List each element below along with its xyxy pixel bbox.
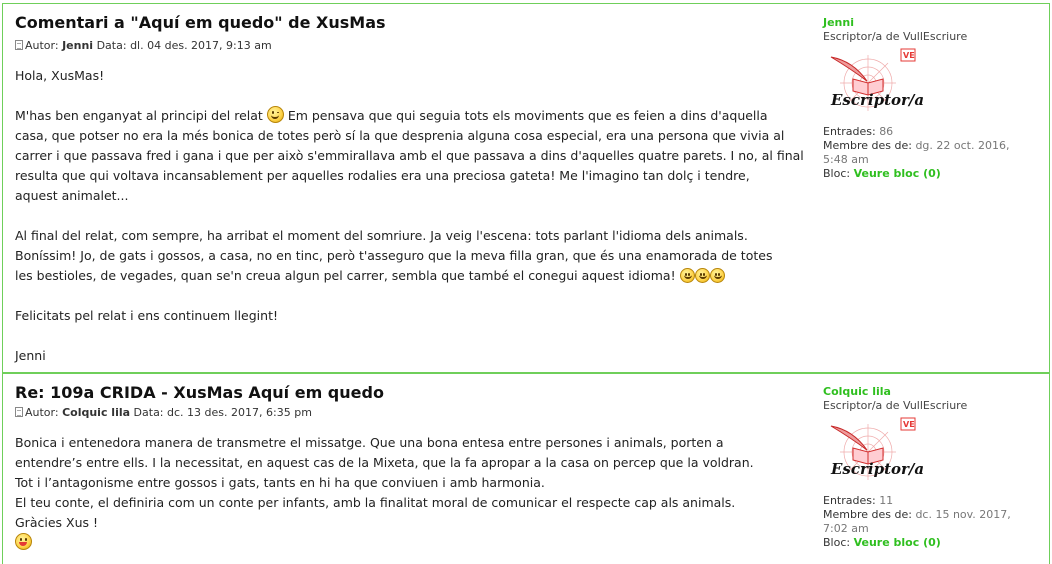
rank-image-text: Escriptor/a [831,91,925,109]
profile-username[interactable]: Colquic lila [823,385,891,398]
profile-member-since-time: 5:48 am [823,153,869,166]
post-document-icon[interactable] [15,40,23,50]
post-2 [2,373,1050,564]
post-meta [15,39,272,52]
author-profile [823,16,1048,181]
date-label: Data: [133,406,164,419]
paragraph-line: casa, que potser no era la més bonica de totes però sí la que desprenia alguna cosa especial, era una persona que vivia al [15,128,785,143]
profile-member-since: Membre des de: dc. 15 nov. 2017, [823,508,1011,521]
rank-image [823,416,923,488]
grin-smiley-icon [710,268,725,283]
paragraph-line: Al final del relat, com sempre, ha arribat el moment del somriure. Ja veig l'escena: tots parlant l'idioma dels animals. [15,228,748,243]
author-label: Autor: [25,39,59,52]
paragraph-line: aquest animalet... [15,188,129,203]
post-document-icon[interactable] [15,407,23,417]
post-title[interactable]: Comentari a "Aquí em quedo" de XusMas [15,13,386,32]
view-block-link[interactable]: Veure bloc (0) [853,536,941,549]
paragraph-line: Tot i l’antagonisme entre gossos i gats, tants en hi ha que conviuen i amb harmonia. [15,475,545,490]
paragraph-greeting: Hola, XusMas! [15,68,105,83]
rank-image-text: Escriptor/a [831,460,925,478]
profile-block: Bloc: Veure bloc (0) [823,536,941,549]
paragraph-line: Felicitats pel relat i ens continuem llegint! [15,308,278,323]
author-label: Autor: [25,406,59,419]
paragraph-line: carrer i que passava fred i gana i que per això s'emmirallava amb el que passava a dins d'aquelles quatre parets. I no, al final [15,148,804,163]
profile-rank: Escriptor/a de VullEscriure [823,399,968,412]
wink-smiley-icon [267,106,284,123]
post-date: dc. 13 des. 2017, 6:35 pm [167,406,312,419]
profile-member-since-time: 7:02 am [823,522,869,535]
tongue-smiley-icon [15,533,32,550]
rank-badge-label: VE [903,420,915,429]
author-name[interactable]: Colquic lila [62,406,131,419]
post-content [15,66,804,366]
paragraph-line: Gràcies Xus ! [15,515,98,530]
post-date: dl. 04 des. 2017, 9:13 am [130,39,272,52]
paragraph-line: Boníssim! Jo, de gats i gossos, a casa, no en tinc, però t'asseguro que la meva filla gran, que és una enamorada de totes [15,248,773,263]
post-meta [15,406,312,419]
profile-entries: Entrades: 86 [823,125,894,138]
author-profile [823,385,1048,550]
post-title[interactable]: Re: 109a CRIDA - XusMas Aquí em quedo [15,383,384,402]
paragraph-line: les bestioles, de vegades, quan se'n creua algun pel carrer, sembla que també el conegui aquest idioma! [15,266,804,286]
paragraph-line: entendre’s entre ells. I la necessitat, en aquest cas de la Mixeta, que la fa apropar a la casa on percep que la voldran. [15,455,754,470]
paragraph-line: Bonica i entenedora manera de transmetre el missatge. Que una bona entesa entre persones i animals, porten a [15,435,724,450]
post-content [15,433,754,553]
paragraph-signature: Jenni [15,348,46,363]
profile-entries: Entrades: 11 [823,494,894,507]
date-label: Data: [96,39,127,52]
grin-smiley-icon [680,268,695,283]
rank-image [823,47,923,119]
profile-username[interactable]: Jenni [823,16,854,29]
profile-rank: Escriptor/a de VullEscriure [823,30,968,43]
author-name[interactable]: Jenni [62,39,94,52]
post-1 [2,3,1050,373]
rank-badge-label: VE [903,51,915,60]
paragraph-line [15,533,754,553]
view-block-link[interactable]: Veure bloc (0) [853,167,941,180]
profile-member-since: Membre des de: dg. 22 oct. 2016, [823,139,1010,152]
paragraph-line: M'has ben enganyat al principi del relat Em pensava que qui seguia tots els moviments que es feien a dins d'aquella [15,108,768,123]
profile-block: Bloc: Veure bloc (0) [823,167,941,180]
paragraph-line: El teu conte, el definiria com un conte per infants, amb la finalitat moral de comunicar el respecte cap als animals. [15,495,736,510]
paragraph-line: resulta que qui voltava incansablement per aquelles rodalies era una preciosa gateta! Me l'imagino tan dolç i tendre, [15,168,750,183]
grin-smiley-icon [695,268,710,283]
